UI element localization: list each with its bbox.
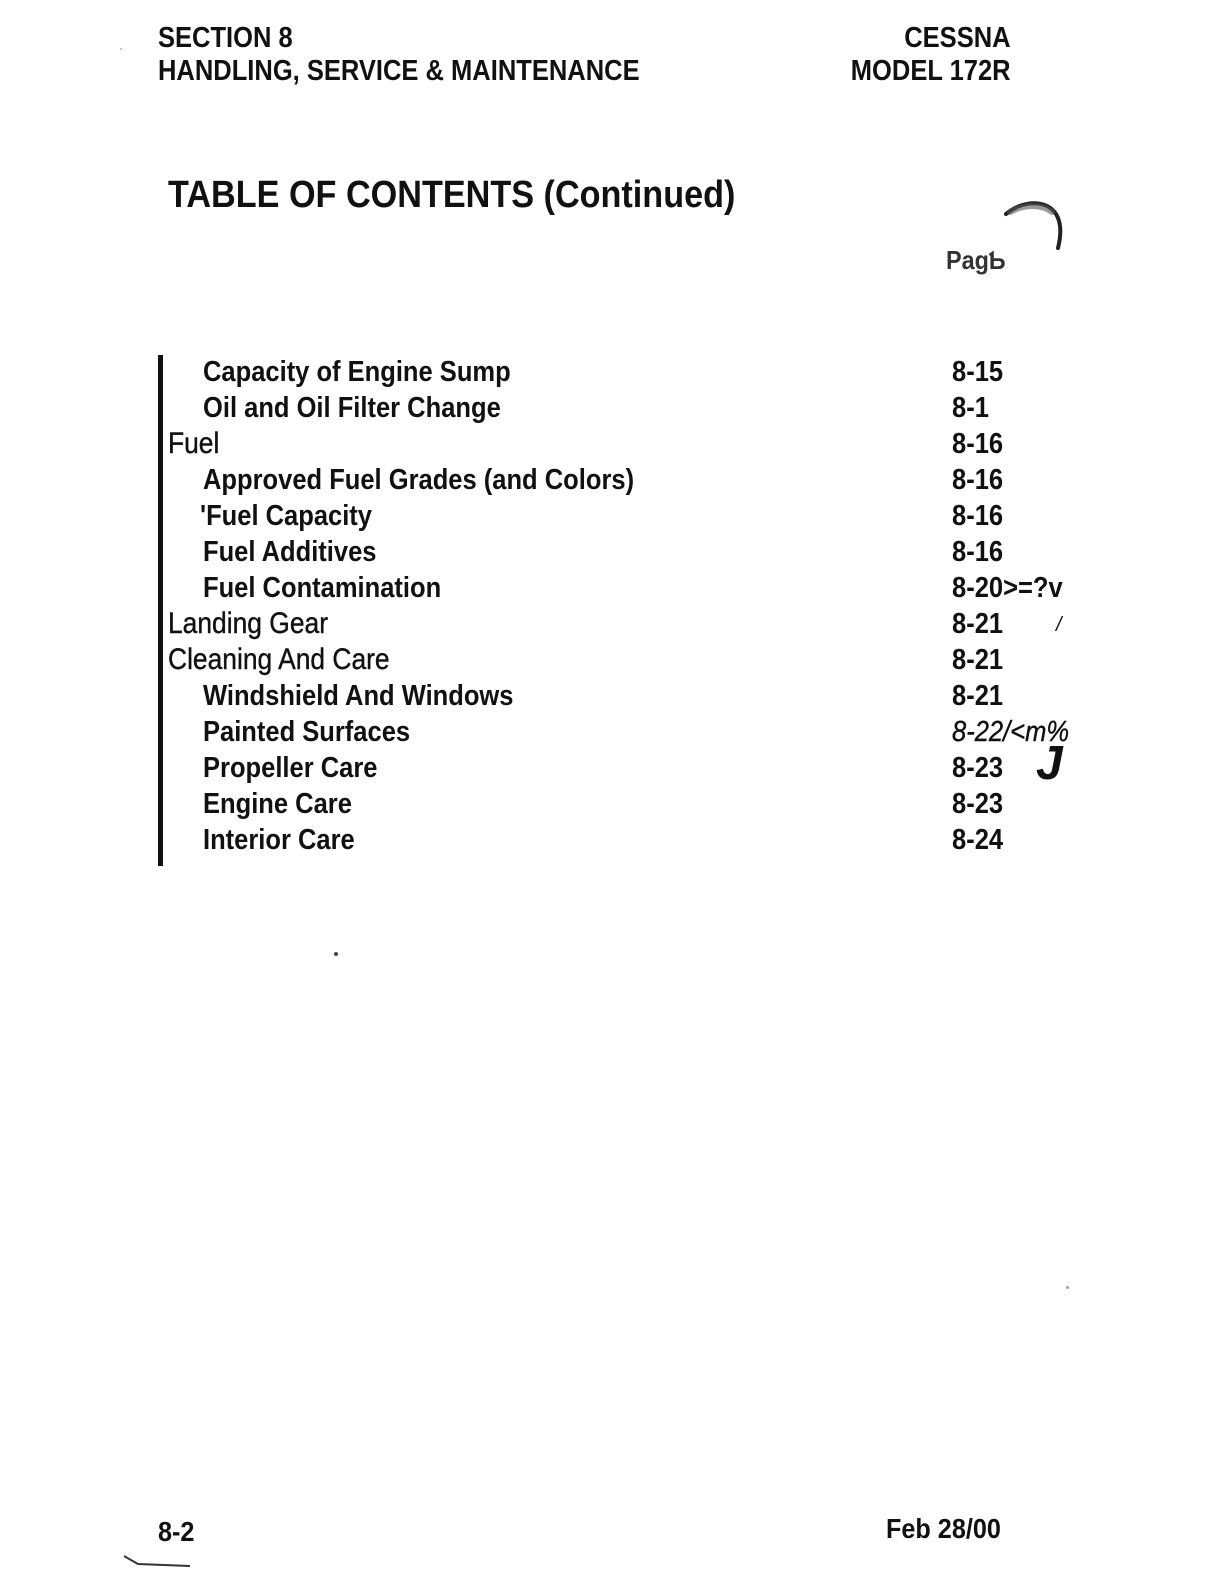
- toc-entry-label: Interior Care: [203, 824, 355, 856]
- toc-list: [168, 354, 1068, 858]
- toc-entry[interactable]: [168, 822, 1068, 858]
- toc-entry-label: Windshield And Windows: [203, 680, 514, 712]
- revision-change-bar: [158, 355, 163, 866]
- scan-speck: [1066, 1286, 1069, 1289]
- toc-entry-page: 8-16: [952, 464, 1004, 496]
- toc-entry-label: Fuel: [168, 427, 220, 460]
- toc-entry[interactable]: [168, 714, 1068, 750]
- toc-entry[interactable]: [168, 786, 1068, 822]
- model-name: MODEL 172R: [851, 55, 1011, 87]
- scan-speck: [120, 48, 122, 50]
- page-title: TABLE OF CONTENTS (Continued): [168, 174, 736, 216]
- toc-entry-label: Propeller Care: [203, 752, 378, 784]
- page-column-label: PagƄ: [946, 245, 1006, 275]
- toc-entry[interactable]: [168, 678, 1068, 714]
- toc-entry[interactable]: [168, 498, 1068, 534]
- toc-entry-page: 8-21: [952, 608, 1004, 640]
- toc-entry[interactable]: [168, 606, 1068, 642]
- toc-entry-label: Fuel Contamination: [203, 572, 442, 604]
- revision-date: Feb 28/00: [886, 1513, 1001, 1544]
- scan-curl-mark: [1000, 196, 1070, 266]
- toc-entry-page: 8-20>=?v: [952, 572, 1063, 604]
- toc-entry-page: 8-22/<m%: [952, 716, 1070, 748]
- toc-entry[interactable]: [168, 390, 1068, 426]
- scan-speck: [334, 952, 338, 956]
- section-number: SECTION 8: [158, 22, 293, 54]
- toc-entry-page: 8-21: [952, 644, 1004, 676]
- page-number: 8-2: [158, 1516, 195, 1547]
- toc-entry-label: Fuel Additives: [203, 536, 377, 568]
- toc-entry-label: Painted Surfaces: [203, 716, 411, 748]
- toc-entry[interactable]: [168, 750, 1068, 786]
- toc-entry-page: 8-15: [952, 356, 1004, 388]
- section-title: HANDLING, SERVICE & MAINTENANCE: [158, 55, 640, 87]
- stray-slash-mark: /: [1056, 614, 1062, 636]
- toc-entry-page: 8-23: [952, 752, 1004, 784]
- toc-entry[interactable]: [168, 354, 1068, 390]
- section-header: [158, 22, 640, 88]
- toc-entry-page: 8-21: [952, 680, 1004, 712]
- aircraft-header: [851, 22, 1011, 88]
- toc-entry-label: Capacity of Engine Sump: [203, 356, 511, 388]
- toc-entry-label: Approved Fuel Grades (and Colors): [203, 464, 635, 496]
- toc-entry-page: 8-16: [952, 500, 1004, 532]
- toc-entry[interactable]: [168, 534, 1068, 570]
- toc-entry-page: 8-16: [952, 428, 1004, 460]
- toc-entry[interactable]: [168, 642, 1068, 678]
- toc-entry-label: Cleaning And Care: [168, 643, 390, 676]
- toc-entry-page: 8-16: [952, 536, 1004, 568]
- toc-entry-label: 'Fuel Capacity: [200, 500, 372, 532]
- toc-entry[interactable]: [168, 570, 1068, 606]
- toc-entry[interactable]: [168, 462, 1068, 498]
- toc-entry-label: Engine Care: [203, 788, 352, 820]
- toc-entry-page: 8-24: [952, 824, 1004, 856]
- manufacturer-name: CESSNA: [904, 22, 1011, 54]
- toc-entry-label: Oil and Oil Filter Change: [203, 392, 501, 424]
- stray-j-mark: J: [1036, 737, 1063, 790]
- scan-corner-mark: [120, 1550, 200, 1570]
- toc-entry-page: 8-1: [952, 392, 989, 424]
- toc-entry-label: Landing Gear: [168, 607, 328, 640]
- toc-entry-page: 8-23: [952, 788, 1004, 820]
- toc-entry[interactable]: [168, 426, 1068, 462]
